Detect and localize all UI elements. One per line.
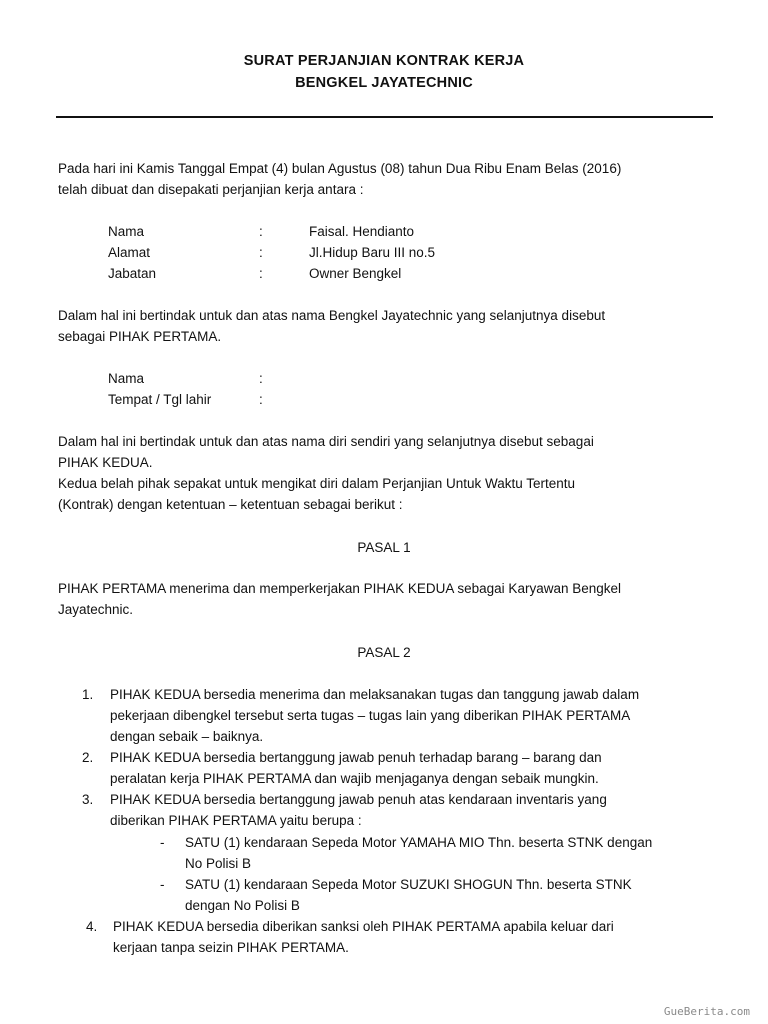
document-title: [0, 50, 768, 94]
pasal-1-line-2: Jayatechnic.: [58, 602, 134, 617]
field-label: Nama: [108, 371, 145, 386]
list-text: [110, 684, 710, 747]
list-line: PIHAK KEDUA bersedia bertanggung jawab penuh terhadap barang – barang dan: [110, 750, 602, 765]
dash-bullet: -: [160, 877, 165, 892]
pihak1-description: [58, 305, 708, 347]
pihak2-description: [58, 431, 708, 515]
title-divider: [56, 116, 713, 118]
dash-bullet: -: [160, 835, 165, 850]
field-label: Jabatan: [108, 266, 157, 281]
pasal-1-heading: PASAL 1: [357, 540, 411, 555]
list-line: PIHAK KEDUA bersedia diberikan sanksi oleh PIHAK PERTAMA apabila keluar dari: [113, 919, 614, 934]
field-value: Jl.Hidup Baru III no.5: [309, 245, 436, 260]
field-value: Owner Bengkel: [309, 266, 402, 281]
list-text: [113, 916, 713, 958]
list-line: PIHAK KEDUA bersedia menerima dan melaksanakan tugas dan tanggung jawab dalam: [110, 687, 640, 702]
pihak1-desc-line-1: Dalam hal ini bertindak untuk dan atas nama Bengkel Jayatechnic yang selanjutnya disebut: [58, 308, 606, 323]
field-colon: :: [259, 371, 263, 386]
intro-line-2: telah dibuat dan disepakati perjanjian kerja antara :: [58, 182, 364, 197]
list-line: PIHAK KEDUA bersedia bertanggung jawab penuh atas kendaraan inventaris yang: [110, 792, 607, 807]
field-colon: :: [259, 224, 263, 239]
title-line-2: BENGKEL JAYATECHNIC: [295, 75, 473, 91]
pihak1-desc-line-2: sebagai PIHAK PERTAMA.: [58, 329, 222, 344]
list-line: diberikan PIHAK PERTAMA yaitu berupa :: [110, 813, 362, 828]
field-label: Alamat: [108, 245, 151, 260]
field-label: Nama: [108, 224, 145, 239]
agreement-line-1: Kedua belah pihak sepakat untuk mengikat diri dalam Perjanjian Untuk Waktu Tertentu: [58, 476, 576, 491]
pasal-2-heading: PASAL 2: [357, 645, 411, 660]
list-text: [110, 789, 710, 831]
pihak2-field-nama: [108, 368, 708, 389]
vehicle-line: dengan No Polisi B: [185, 898, 300, 913]
list-number: 3.: [82, 792, 94, 807]
intro-paragraph: [58, 158, 708, 200]
pihak1-field-alamat: [108, 242, 708, 263]
site-watermark: GueBerita.com: [663, 1005, 750, 1018]
pihak2-desc-line-2: PIHAK KEDUA.: [58, 455, 153, 470]
pihak2-field-tempat-tgl-lahir: [108, 389, 708, 410]
list-line: dengan sebaik – baiknya.: [110, 729, 264, 744]
list-number: 1.: [82, 687, 94, 702]
field-value: Faisal. Hendianto: [309, 224, 415, 239]
vehicle-text: [185, 832, 715, 874]
vehicle-line: SATU (1) kendaraan Sepeda Motor SUZUKI SHOGUN Thn. beserta STNK: [185, 877, 632, 892]
vehicle-text: [185, 874, 715, 916]
pasal-1-text: [58, 578, 708, 620]
field-colon: :: [259, 266, 263, 281]
list-number: 2.: [82, 750, 94, 765]
pihak2-desc-line-1: Dalam hal ini bertindak untuk dan atas nama diri sendiri yang selanjutnya disebut sebagai: [58, 434, 594, 449]
list-line: peralatan kerja PIHAK PERTAMA dan wajib menjaganya dengan sebaik mungkin.: [110, 771, 599, 786]
vehicle-line: SATU (1) kendaraan Sepeda Motor YAMAHA MIO Thn. beserta STNK dengan: [185, 835, 653, 850]
list-line: pekerjaan dibengkel tersebut serta tugas – tugas lain yang diberikan PIHAK PERTAMA: [110, 708, 631, 723]
intro-line-1: Pada hari ini Kamis Tanggal Empat (4) bulan Agustus (08) tahun Dua Ribu Enam Belas (2016): [58, 161, 622, 176]
field-label: Tempat / Tgl lahir: [108, 392, 212, 407]
list-text: [110, 747, 710, 789]
pasal-1-line-1: PIHAK PERTAMA menerima dan memperkerjakan PIHAK KEDUA sebagai Karyawan Bengkel: [58, 581, 622, 596]
field-colon: :: [259, 245, 263, 260]
title-line-1: SURAT PERJANJIAN KONTRAK KERJA: [243, 53, 525, 69]
list-line: kerjaan tanpa seizin PIHAK PERTAMA.: [113, 940, 349, 955]
agreement-line-2: (Kontrak) dengan ketentuan – ketentuan sebagai berikut :: [58, 497, 403, 512]
list-number: 4.: [86, 919, 98, 934]
field-colon: :: [259, 392, 263, 407]
vehicle-line: No Polisi B: [185, 856, 252, 871]
pihak1-field-jabatan: [108, 263, 708, 284]
pihak1-field-nama: [108, 221, 708, 242]
